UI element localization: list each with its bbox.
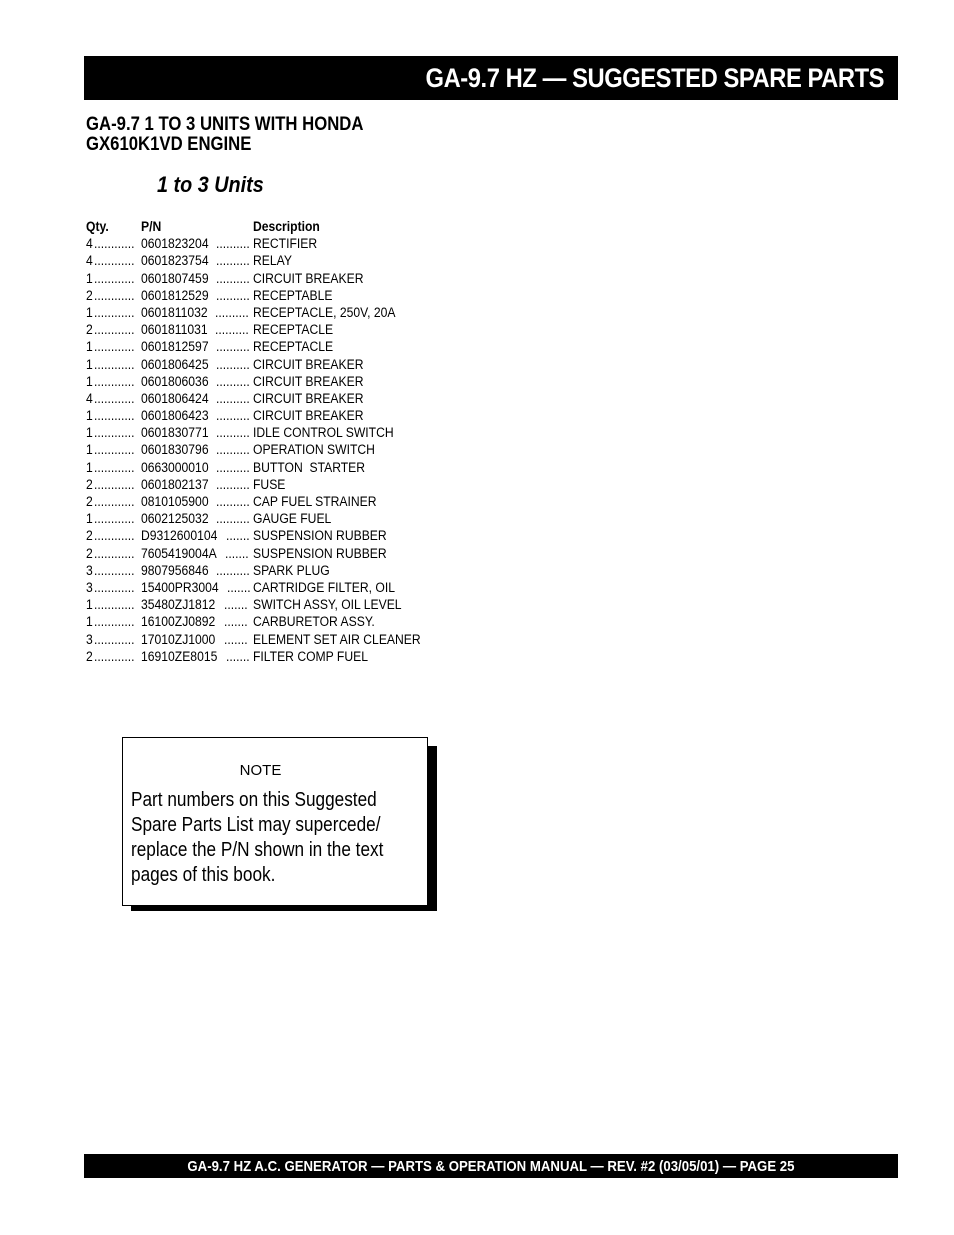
- description-cell: RECEPTABLE: [253, 287, 333, 303]
- description-cell: RECEPTACLE: [253, 322, 334, 338]
- description-cell: CAP FUEL STRAINER: [253, 494, 377, 509]
- description-cell: IDLE CONTROL SWITCH: [253, 425, 394, 441]
- description-cell: RECEPTACLE: [253, 339, 334, 355]
- part-number-cell: 0601806425..........: [141, 356, 250, 372]
- description-cell: GAUGE FUEL: [253, 511, 332, 527]
- description-cell: CIRCUIT BREAKER: [253, 373, 364, 389]
- part-number-cell: 0601812529..........: [141, 287, 250, 303]
- qty-cell: 1............: [86, 356, 135, 372]
- description-cell: CIRCUIT BREAKER: [253, 390, 364, 406]
- units-subheading: 1 to 3 Units: [157, 172, 264, 197]
- qty-cell: 1............: [86, 614, 135, 630]
- qty-cell: 1............: [86, 459, 135, 475]
- part-number-cell: 15400PR3004.......: [141, 579, 251, 595]
- section-heading-line-2: GX610K1VD ENGINE: [86, 134, 252, 155]
- qty-cell: 1............: [86, 442, 135, 458]
- part-number-cell: 0601806424..........: [141, 390, 250, 406]
- qty-cell: 4............: [86, 236, 135, 252]
- part-number-cell: 35480ZJ1812.......: [141, 597, 248, 613]
- description-cell: SPARK PLUG: [253, 562, 330, 578]
- note-line-1: Part numbers on this Suggested: [131, 789, 377, 811]
- part-number-cell: 16910ZE8015.......: [141, 648, 250, 664]
- description-cell: RELAY: [253, 253, 292, 269]
- description-cell: CIRCUIT BREAKER: [253, 408, 364, 424]
- part-number-cell: 0601811032..........: [141, 304, 249, 320]
- qty-cell: 2............: [86, 476, 135, 492]
- qty-cell: 1............: [86, 339, 135, 355]
- footer-text: GA-9.7 HZ A.C. GENERATOR — PARTS & OPERATION MANUAL — REV. #2 (03/05/01) — PAGE 25: [187, 1157, 795, 1175]
- note-line-2: Spare Parts List may supercede/: [131, 814, 381, 836]
- qty-cell: 2............: [86, 545, 135, 561]
- qty-cell: 1............: [86, 270, 135, 286]
- qty-cell: 2............: [86, 287, 135, 303]
- note-line-4: pages of this book.: [131, 864, 276, 886]
- part-number-cell: 0663000010..........: [141, 459, 250, 475]
- page-title: GA-9.7 HZ — SUGGESTED SPARE PARTS: [425, 62, 884, 93]
- note-line-3: replace the P/N shown in the text: [131, 839, 384, 861]
- qty-cell: 2............: [86, 494, 135, 509]
- description-cell: BUTTON STARTER: [253, 459, 366, 475]
- part-number-cell: 16100ZJ0892.......: [141, 614, 248, 630]
- qty-cell: 2............: [86, 648, 135, 664]
- qty-column-header: Qty.: [86, 219, 109, 234]
- part-number-cell: 17010ZJ1000.......: [141, 631, 248, 647]
- part-number-cell: 0601830796..........: [141, 442, 250, 458]
- description-cell: RECTIFIER: [253, 236, 318, 252]
- description-cell: OPERATION SWITCH: [253, 442, 375, 458]
- part-number-cell: 0810105900..........: [141, 494, 250, 509]
- part-number-cell: 0601812597..........: [141, 339, 250, 355]
- qty-cell: 1............: [86, 408, 135, 424]
- qty-cell: 4............: [86, 253, 135, 269]
- description-cell: SUSPENSION RUBBER: [253, 528, 387, 544]
- part-number-cell: 0601823204..........: [141, 236, 250, 252]
- description-cell: CIRCUIT BREAKER: [253, 356, 364, 372]
- qty-cell: 3............: [86, 579, 135, 595]
- section-heading: [86, 115, 363, 155]
- part-number-cell: 7605419004A.......: [141, 545, 249, 561]
- description-cell: SUSPENSION RUBBER: [253, 545, 387, 561]
- note-text: [131, 788, 415, 888]
- qty-cell: 1............: [86, 373, 135, 389]
- description-cell: SWITCH ASSY, OIL LEVEL: [253, 597, 402, 613]
- part-number-cell: 0601802137..........: [141, 476, 250, 492]
- part-number-cell: 0601806423..........: [141, 408, 250, 424]
- part-number-cell: 0602125032..........: [141, 511, 250, 527]
- part-number-cell: D9312600104.......: [141, 528, 250, 544]
- part-number-cell: 0601811031..........: [141, 322, 249, 338]
- qty-cell: 2............: [86, 322, 135, 338]
- description-cell: FILTER COMP FUEL: [253, 648, 369, 664]
- part-number-cell: 0601807459..........: [141, 270, 250, 286]
- qty-cell: 2............: [86, 528, 135, 544]
- qty-cell: 1............: [86, 511, 135, 527]
- description-column-header: Description: [253, 219, 320, 234]
- part-number-cell: 9807956846..........: [141, 562, 250, 578]
- description-cell: ELEMENT SET AIR CLEANER: [253, 631, 421, 647]
- note-box: [122, 737, 428, 906]
- description-cell: CARBURETOR ASSY.: [253, 614, 375, 630]
- description-cell: RECEPTACLE, 250V, 20A: [253, 304, 396, 320]
- qty-cell: 1............: [86, 597, 135, 613]
- page-header-bar: [84, 56, 898, 100]
- part-number-cell: 0601806036..........: [141, 373, 250, 389]
- qty-cell: 3............: [86, 562, 135, 578]
- description-cell: CIRCUIT BREAKER: [253, 270, 364, 286]
- description-cell: FUSE: [253, 476, 286, 492]
- description-cell: CARTRIDGE FILTER, OIL: [253, 579, 396, 595]
- section-heading-line-1: GA-9.7 1 TO 3 UNITS WITH HONDA: [86, 114, 364, 135]
- part-number-cell: 0601830771..........: [141, 425, 250, 441]
- qty-cell: 3............: [86, 631, 135, 647]
- note-title: NOTE: [239, 762, 282, 779]
- qty-cell: 1............: [86, 304, 135, 320]
- part-number-cell: 0601823754..........: [141, 253, 250, 269]
- qty-cell: 1............: [86, 425, 135, 441]
- pn-column-header: P/N: [141, 219, 162, 234]
- page-footer-bar: [84, 1154, 898, 1178]
- qty-cell: 4............: [86, 390, 135, 406]
